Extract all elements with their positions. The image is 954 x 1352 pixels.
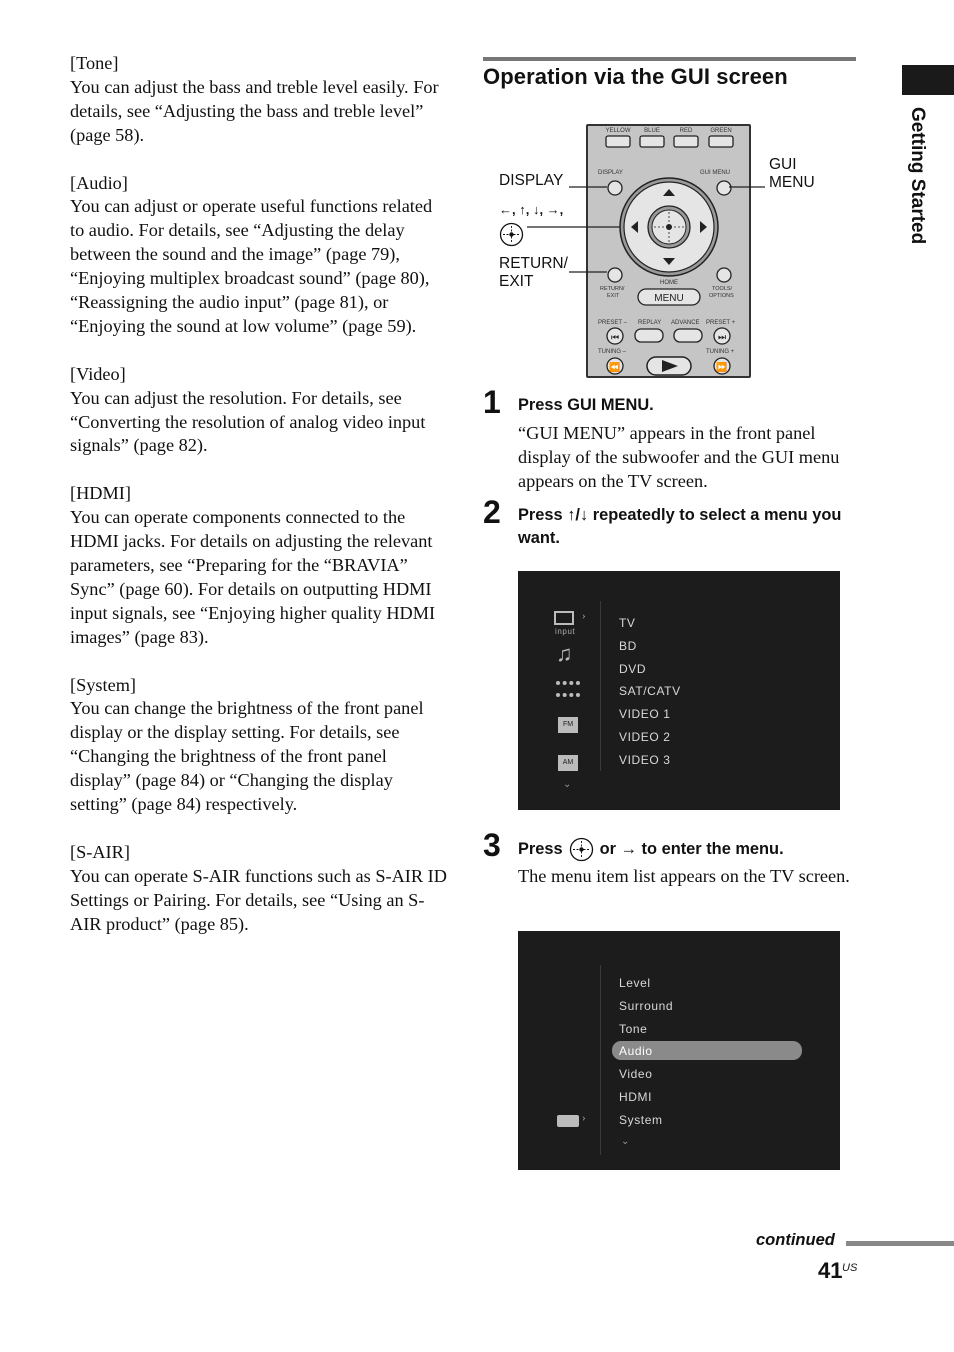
step-heading: Press GUI MENU. xyxy=(518,396,654,414)
remote-control-illustration xyxy=(586,124,751,378)
return-button xyxy=(608,268,622,282)
entry-heading: [S-AIR] xyxy=(70,841,130,862)
gui-menu-callout-1: GUI xyxy=(769,156,797,173)
input-icon-label: input xyxy=(555,627,576,636)
chevron-down-icon: ⌄ xyxy=(621,1136,630,1147)
arrows-callout: ←, ↑, ↓, →, xyxy=(499,202,564,217)
side-tab-label: Getting Started xyxy=(907,107,928,245)
continued-label: continued xyxy=(756,1231,835,1249)
step-heading-post: or → to enter the menu. xyxy=(599,840,784,858)
music-icon: ♫ xyxy=(556,641,573,666)
entry-heading: [System] xyxy=(70,674,137,695)
step-heading xyxy=(518,837,858,862)
entry-body: You can adjust the resolution. For details, see “Converting the resolution of analog video input signals” (page 82). xyxy=(70,387,426,456)
step-number: 2 xyxy=(483,494,501,530)
entry-heading: [Audio] xyxy=(70,172,128,193)
tuning-minus-label: TUNING – xyxy=(598,349,627,355)
menu-item-selected: Audio xyxy=(619,1044,653,1058)
remote-graphic xyxy=(588,126,749,376)
menu-item: DVD xyxy=(619,662,647,676)
entry-audio xyxy=(70,172,450,339)
entry-body: You can change the brightness of the front panel display or the display setting. For details, see “Changing the brightness of the front panel display” (page 84) or “Changing the display setting” (page 84) respectively. xyxy=(70,698,424,815)
advance-button xyxy=(674,329,702,342)
menu-item: BD xyxy=(619,639,637,653)
tools-button xyxy=(717,268,731,282)
replay-button xyxy=(635,329,663,342)
entry-s-air xyxy=(70,841,450,937)
side-tab-marker xyxy=(902,65,954,95)
entry-heading: [HDMI] xyxy=(70,483,131,504)
step-body: “GUI MENU” appears in the front panel display of the subwoofer and the GUI menu appears on the TV screen. xyxy=(518,423,840,491)
menu-item: Surround xyxy=(619,999,674,1013)
fm-radio-icon: FM xyxy=(558,717,578,733)
menu-item: VIDEO 2 xyxy=(619,730,671,744)
advance-label: ADVANCE xyxy=(671,320,700,326)
menu-item: VIDEO 3 xyxy=(619,753,671,767)
step-number: 1 xyxy=(483,384,501,420)
menu-item: SAT/CATV xyxy=(619,684,681,698)
yellow-button xyxy=(606,136,630,147)
step-body: The menu item list appears on the TV screen. xyxy=(518,866,850,886)
entry-body: You can operate S-AIR functions such as S-AIR ID Settings or Pairing. For details, see “Using an S-AIR product” (page 85). xyxy=(70,865,447,934)
blue-label: BLUE xyxy=(644,128,660,134)
tools-remote-label: TOOLS/ xyxy=(712,286,733,292)
step-number: 3 xyxy=(483,827,501,863)
green-label: GREEN xyxy=(710,128,732,134)
display-label: DISPLAY xyxy=(598,170,623,176)
display-button xyxy=(608,181,622,195)
step-heading: Press ↑/↓ repeatedly to select a menu you want. xyxy=(518,506,842,547)
blue-button xyxy=(640,136,664,147)
entry-hdmi xyxy=(70,482,450,649)
entry-body: You can adjust the bass and treble level easily. For details, see “Adjusting the bass and treble level” (page 58). xyxy=(70,76,439,145)
input-icon xyxy=(554,611,574,625)
page-region-suffix: US xyxy=(842,1262,858,1274)
entry-body: You can adjust or operate useful functions related to audio. For details, see “Adjusting the delay between the sound and the image” (page 79), “Enjoying multiplex broadcast sound” (page 80), “Reassigning the audio input” (page 81), or “Enjoying the sound at low volume” (page 59). xyxy=(70,196,433,336)
svg-text:EXIT: EXIT xyxy=(607,293,620,299)
left-column xyxy=(70,52,450,960)
return-callout-2: EXIT xyxy=(499,273,534,290)
green-button xyxy=(709,136,733,147)
entry-heading: [Video] xyxy=(70,363,126,384)
svg-text:OPTIONS: OPTIONS xyxy=(709,293,734,299)
entry-body: You can operate components connected to the HDMI jacks. For details on adjusting the relevant parameters, see “Preparing for the “BRAVIA” Sync” (page 60). For details on outputting HDMI input signals, see “Enjoying higher quality HDMI images” (page 83). xyxy=(70,507,436,647)
yellow-label: YELLOW xyxy=(605,128,631,134)
gui-menu-button xyxy=(717,181,731,195)
gui-menu-label: GUI MENU xyxy=(700,170,730,176)
chevron-right-icon: › xyxy=(582,610,586,622)
page-number: 41 xyxy=(818,1258,843,1283)
gui-menu-callout-2: MENU xyxy=(769,174,815,191)
input-menu-screen xyxy=(518,571,840,810)
home-label: HOME xyxy=(660,280,678,286)
preset-plus-label: PRESET + xyxy=(706,320,736,326)
entry-video xyxy=(70,363,450,459)
menu-item: Video xyxy=(619,1067,653,1081)
red-label: RED xyxy=(679,128,693,134)
entry-heading: [Tone] xyxy=(70,53,119,73)
display-callout: DISPLAY xyxy=(499,172,564,189)
section-rule xyxy=(483,57,856,61)
continued-bar xyxy=(846,1241,954,1246)
section-title: Operation via the GUI screen xyxy=(483,64,788,89)
entry-system xyxy=(70,674,450,817)
replay-label: REPLAY xyxy=(638,320,662,326)
return-remote-label: RETURN/ xyxy=(600,286,625,292)
previous-icon: ⏮ xyxy=(610,332,620,342)
return-callout-1: RETURN/ xyxy=(499,255,568,272)
chevron-right-icon: › xyxy=(582,1112,586,1124)
step-heading-pre: Press xyxy=(518,840,563,858)
rewind-icon: ⏪ xyxy=(609,362,621,372)
enter-icon xyxy=(569,837,594,862)
menu-item: Tone xyxy=(619,1022,648,1036)
tuning-plus-label: TUNING + xyxy=(706,349,735,355)
am-radio-icon: AM xyxy=(558,755,578,771)
enter-callout-icon xyxy=(499,222,523,246)
preset-minus-label: PRESET – xyxy=(598,320,627,326)
next-icon: ⏭ xyxy=(717,332,727,342)
menu-item: HDMI xyxy=(619,1090,653,1104)
chevron-down-icon: ⌄ xyxy=(563,779,572,790)
toolbox-icon xyxy=(557,1115,579,1127)
menu-item: System xyxy=(619,1113,663,1127)
red-button xyxy=(674,136,698,147)
entry-tone xyxy=(70,52,450,148)
film-icon xyxy=(556,681,580,697)
settings-menu-screen xyxy=(518,931,840,1170)
menu-item: TV xyxy=(619,616,636,630)
menu-item: Level xyxy=(619,976,651,990)
menu-item: VIDEO 1 xyxy=(619,707,671,721)
fast-forward-icon: ⏩ xyxy=(716,362,728,372)
menu-button-label: MENU xyxy=(654,293,684,304)
